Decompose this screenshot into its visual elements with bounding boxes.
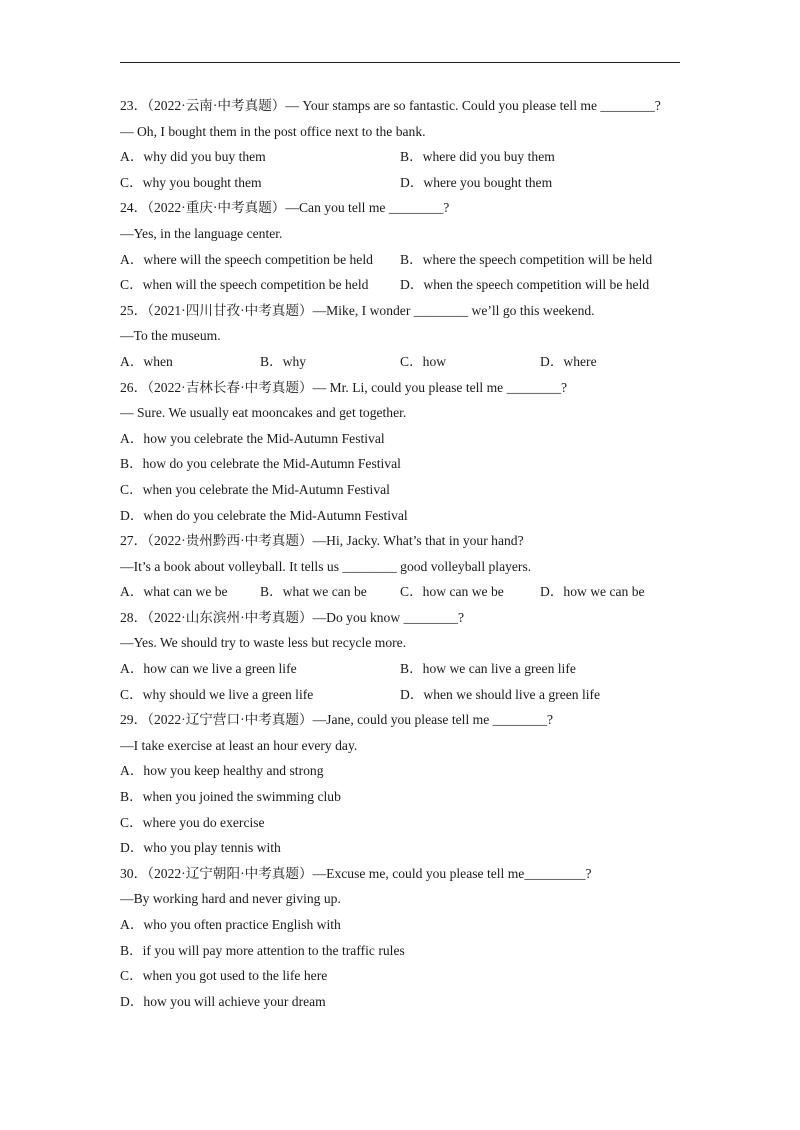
option-c: C．why you bought them [120, 174, 262, 190]
option-c: C．when you celebrate the Mid-Autumn Festival [120, 481, 390, 497]
option-d: D．how you will achieve your dream [120, 993, 326, 1009]
option-a: A．how can we live a green life [120, 661, 297, 677]
question-block [120, 861, 680, 1015]
question-block [120, 528, 680, 605]
option-c: C．how can we be [400, 584, 504, 600]
question-stem: 24．（2022·重庆·中考真题）—Can you tell me ________? [120, 200, 450, 216]
options-row [120, 656, 680, 682]
option-d: D．when the speech competition will be held [400, 277, 650, 293]
question-block [120, 298, 680, 375]
option-a: A．what can we be [120, 584, 228, 600]
option-b: B．how do you celebrate the Mid-Autumn Festival [120, 456, 401, 472]
options-row [120, 144, 680, 170]
options-row [120, 272, 680, 298]
question-reply: — Oh, I bought them in the post office next to the bank. [120, 123, 426, 139]
question-block [120, 93, 680, 195]
option-b: B．when you joined the swimming club [120, 789, 341, 805]
question-reply: —Yes, in the language center. [120, 225, 283, 241]
option-d: D．how we can be [540, 584, 645, 600]
option-b: B．where did you buy them [400, 149, 555, 165]
option-b: B．how we can live a green life [400, 661, 576, 677]
top-rule [120, 62, 680, 63]
options-row [120, 247, 680, 273]
question-stem: 26．（2022·吉林长春·中考真题）— Mr. Li, could you please tell me ________? [120, 379, 568, 395]
option-d: D．who you play tennis with [120, 840, 281, 856]
option-b: B．if you will pay more attention to the traffic rules [120, 942, 405, 958]
question-stem: 23．（2022·云南·中考真题）— Your stamps are so fantastic. Could you please tell me ________? [120, 98, 661, 113]
question-stem: 29．（2022·辽宁营口·中考真题）—Jane, could you please tell me ________? [120, 712, 554, 728]
option-c: C．when will the speech competition be held [120, 277, 369, 293]
option-c: C．where you do exercise [120, 814, 265, 830]
option-d: D．where [540, 353, 597, 369]
question-stem: 25．（2021·四川甘孜·中考真题）—Mike, I wonder ________ we’ll go this weekend. [120, 302, 595, 318]
question-reply: — Sure. We usually eat mooncakes and get together. [120, 405, 407, 421]
option-a: A．who you often practice English with [120, 917, 341, 932]
option-a: A．how you keep healthy and strong [120, 763, 324, 779]
question-stem: 27．（2022·贵州黔西·中考真题）—Hi, Jacky. What’s that in your hand? [120, 533, 524, 549]
options-row [120, 349, 680, 375]
question-reply: —I take exercise at least an hour every day. [120, 737, 358, 753]
question-block [120, 195, 680, 297]
option-d: D．where you bought them [400, 174, 553, 190]
option-a: A．when [120, 353, 173, 369]
question-block [120, 707, 680, 861]
question-block [120, 375, 680, 529]
option-a: A．why did you buy them [120, 149, 266, 165]
option-b: B．where the speech competition will be held [400, 251, 653, 267]
question-stem: 30．（2022·辽宁朝阳·中考真题）—Excuse me, could you please tell me_________? [120, 865, 592, 881]
option-d: D．when we should live a green life [400, 686, 601, 702]
question-reply: —By working hard and never giving up. [120, 891, 341, 907]
option-d: D．when do you celebrate the Mid-Autumn Festival [120, 507, 408, 523]
question-reply: —To the museum. [120, 328, 221, 344]
option-c: C．when you got used to the life here [120, 968, 328, 984]
options-row [120, 682, 680, 708]
question-stem: 28．（2022·山东滨州·中考真题）—Do you know ________? [120, 609, 464, 625]
option-c: C．why should we live a green life [120, 686, 314, 702]
option-b: B．what we can be [260, 584, 367, 600]
option-a: A．how you celebrate the Mid-Autumn Festival [120, 430, 385, 446]
option-c: C．how [400, 353, 447, 369]
question-reply: —It’s a book about volleyball. It tells us ________ good volleyball players. [120, 558, 532, 574]
question-reply: —Yes. We should try to waste less but recycle more. [120, 635, 407, 651]
options-row [120, 170, 680, 196]
question-list [120, 93, 680, 1014]
option-a: A．where will the speech competition be held [120, 251, 373, 267]
question-block [120, 605, 680, 707]
option-b: B．why [260, 353, 307, 369]
options-row [120, 579, 680, 605]
